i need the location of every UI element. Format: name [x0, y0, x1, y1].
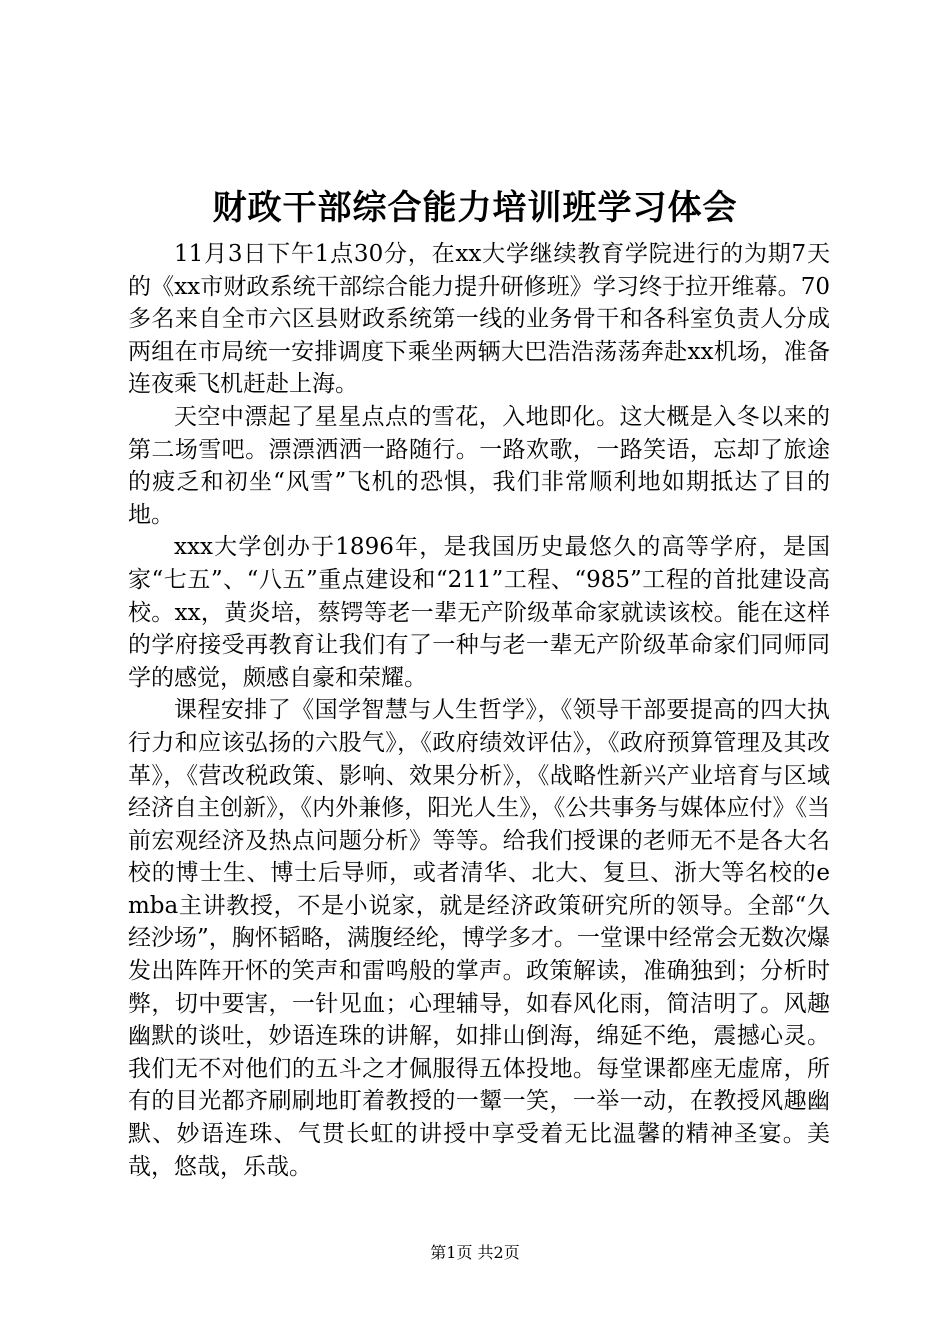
document-title: 财政干部综合能力培训班学习体会 — [212, 188, 738, 228]
paragraph-3: xxx大学创办于1896年，是我国历史最悠久的高等学府，是国家“七五”、“八五”重点建设和“211”工程、“985”工程的首批建设高校。xx，黄炎培，蔡锷等老一辈无产阶级革命家就读该校。能在这样的学府接受再教育让我们有了一种与老一辈无产阶级革命家们同师同学的感觉，颇感自豪和荣耀。 — [128, 534, 830, 691]
paragraph-2: 天空中漂起了星星点点的雪花，入地即化。这大概是入冬以来的第二场雪吧。漂漂洒洒一路随行。一路欢歌，一路笑语，忘却了旅途的疲乏和初坐“风雪”飞机的恐惧，我们非常顺利地如期抵达了目的地。 — [128, 403, 830, 528]
document-body — [128, 238, 830, 1183]
page-number-footer: 第1页 共2页 — [430, 1243, 520, 1262]
paragraph-1: 11月3日下午1点30分，在xx大学继续教育学院进行的为期7天的《xx市财政系统干部综合能力提升研修班》学习终于拉开维幕。70多名来自全市六区县财政系统第一线的业务骨干和各科室负责人分成两组在市局统一安排调度下乘坐两辆大巴浩浩荡荡奔赴xx机场，准备连夜乘飞机赶赴上海。 — [128, 241, 830, 398]
paragraph-4: 课程安排了《国学智慧与人生哲学》，《领导干部要提高的四大执行力和应该弘扬的六股气》，《政府绩效评估》，《政府预算管理及其改革》，《营改税政策、影响、效果分析》，《战略性新兴产业培育与区域经济自主创新》，《内外兼修，阳光人生》，《公共事务与媒体应付》《当前宏观经济及热点问题分析》等等。给我们授课的老师无不是各大名校的博士生、博士后导师，或者清华、北大、复旦、浙大等名校的emba主讲教授，不是小说家，就是经济政策研究所的领导。全部“久经沙场”，胸怀韬略，满腹经纶，博学多才。一堂课中经常会无数次爆发出阵阵开怀的笑声和雷鸣般的掌声。政策解读，准确独到；分析时弊，切中要害，一针见血；心理辅导，如春风化雨，简洁明了。风趣幽默的谈吐，妙语连珠的讲解，如排山倒海，绵延不绝，震撼心灵。我们无不对他们的五斗之才佩服得五体投地。每堂课都座无虚席，所有的目光都齐刷刷地盯着教授的一颦一笑，一举一动，在教授风趣幽默、妙语连珠、气贯长虹的讲授中享受着无比温馨的精神圣宴。美哉，悠哉，乐哉。 — [128, 697, 830, 1180]
